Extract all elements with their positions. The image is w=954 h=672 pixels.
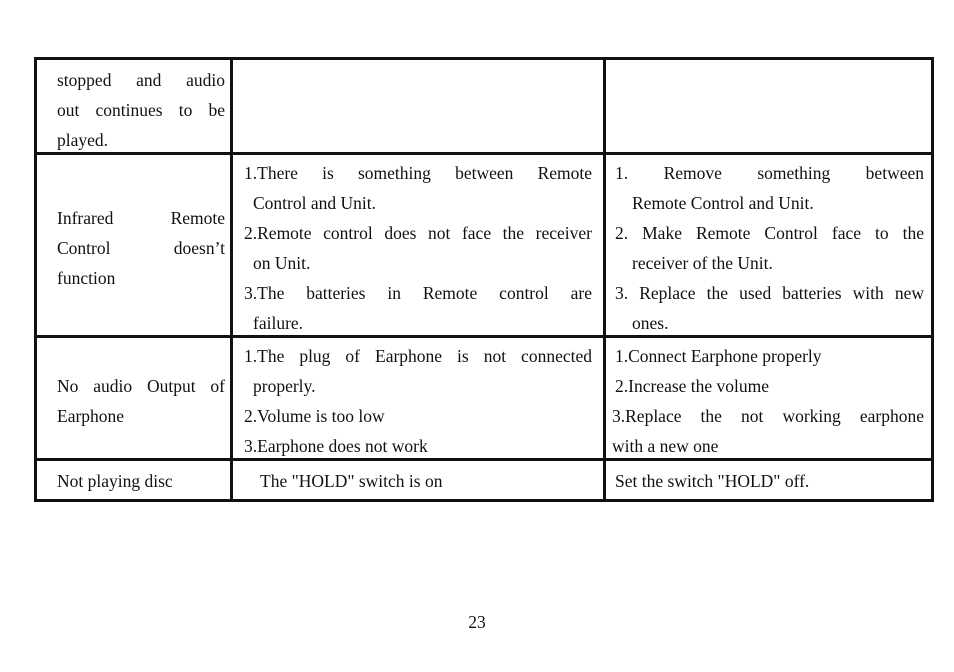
page-number: 23 (468, 612, 486, 632)
solution-cell (615, 466, 924, 496)
cell-line: 2.Remote control does not face the receiver (244, 223, 592, 243)
cell-line: on Unit. (253, 253, 311, 273)
problem-cell (57, 203, 225, 293)
cell-line: 3.Earphone does not work (244, 436, 428, 456)
cell-line: 1.There is something between Remote (244, 163, 592, 183)
cell-line: 1.Connect Earphone properly (615, 346, 822, 366)
cause-cell (244, 341, 592, 461)
problem-cell (57, 65, 225, 155)
cause-cell (244, 158, 592, 338)
solution-cell (612, 341, 924, 461)
cell-line: Remote Control and Unit. (632, 193, 814, 213)
cause-cell (260, 466, 608, 496)
cell-line: 2.Volume is too low (244, 406, 385, 426)
cell-line: Infrared Remote (57, 208, 225, 228)
cell-line: out continues to be (57, 100, 225, 120)
cell-line: played. (57, 130, 109, 150)
cell-line: Not playing disc (57, 471, 173, 491)
troubleshooting-table (34, 57, 934, 502)
cell-line: Set the switch "HOLD" off. (615, 471, 810, 491)
cell-line: 1. Remove something between (615, 163, 924, 183)
cell-line: 3.The batteries in Remote control are (244, 283, 592, 303)
problem-cell (57, 371, 225, 431)
cell-line: Earphone (57, 406, 125, 426)
cell-line: 3. Replace the used batteries with new (615, 283, 924, 303)
cell-line: 3.Replace the not working earphone (612, 406, 924, 426)
problem-cell (57, 466, 225, 496)
cell-line: function (57, 268, 116, 288)
cell-line: 2.Increase the volume (615, 376, 770, 396)
cell-line: with a new one (612, 436, 719, 456)
column-divider (603, 60, 606, 499)
cell-line: properly. (253, 376, 316, 396)
cell-line: No audio Output of (57, 376, 225, 396)
cell-line: stopped and audio (57, 70, 225, 90)
cell-line: 2. Make Remote Control face to the (615, 223, 924, 243)
cell-line: failure. (253, 313, 304, 333)
cell-line: 1.The plug of Earphone is not connected (244, 346, 592, 366)
cell-line: receiver of the Unit. (632, 253, 773, 273)
cell-line: Control doesn’t (57, 238, 225, 258)
cell-line: Control and Unit. (253, 193, 376, 213)
column-divider (230, 60, 233, 499)
cell-line: ones. (632, 313, 669, 333)
cell-line: The "HOLD" switch is on (260, 471, 443, 491)
solution-cell (615, 158, 924, 338)
